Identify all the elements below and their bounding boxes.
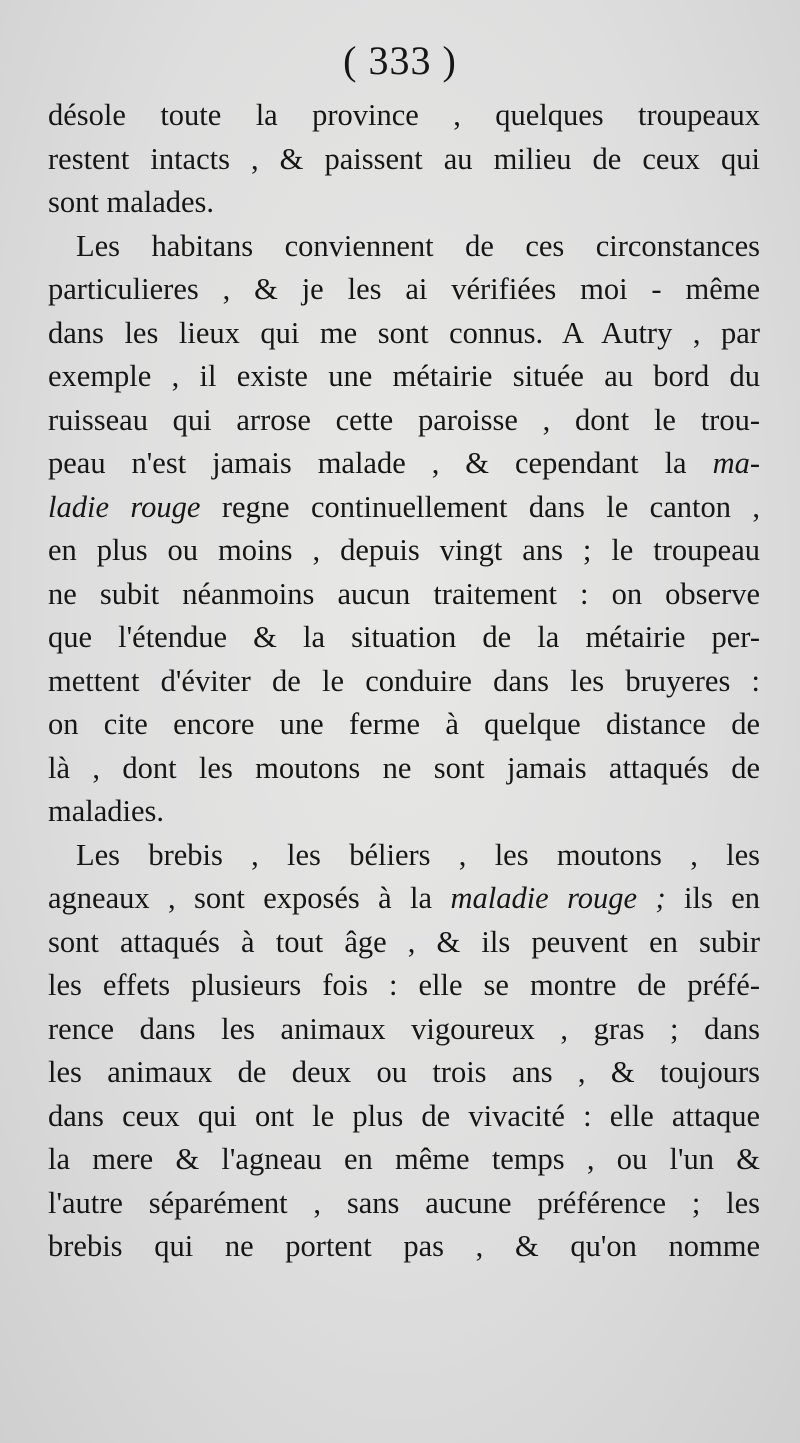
page-body (48, 94, 760, 1269)
text-line: en plus ou moins , depuis vingt ans ; le troupeau (48, 533, 760, 567)
text-line (48, 442, 760, 486)
text-segment: ils en (665, 881, 760, 915)
text-line: l'autre séparément , sans aucune préférence ; les (48, 1185, 760, 1220)
text-line: particulieres , & je les ai vérifiées moi - même (48, 272, 760, 306)
text-line: Les habitans conviennent de ces circonstances (76, 228, 760, 263)
text-line: là , dont les moutons ne sont jamais attaqués de (48, 750, 760, 785)
text-segment: peau n'est jamais malade , & cependant la (48, 446, 713, 480)
italic-term: maladie rouge ; (450, 881, 666, 915)
italic-term: ma- (712, 446, 760, 480)
italic-term: ladie rouge (48, 489, 201, 524)
text-line: les effets plusieurs fois : elle se montre de préfé- (48, 968, 760, 1002)
text-line (48, 486, 760, 530)
text-line: dans les lieux qui me sont connus. A Autry , par (48, 315, 760, 350)
text-segment: agneaux , sont exposés à la (48, 881, 451, 915)
text-line: ruisseau qui arrose cette paroisse , dont le trou- (48, 402, 760, 437)
text-line: la mere & l'agneau en même temps , ou l'un & (48, 1142, 760, 1176)
text-line (48, 877, 760, 921)
text-line: désole toute la province , quelques troupeaux (48, 98, 760, 132)
text-line: brebis qui ne portent pas , & qu'on nomme (48, 1229, 760, 1263)
text-line: mettent d'éviter de le conduire dans les bruyeres : (48, 663, 760, 698)
text-line: Les brebis , les béliers , les moutons , les (76, 837, 760, 872)
text-line: on cite encore une ferme à quelque distance de (48, 707, 760, 741)
text-segment: regne continuellement dans le canton , (200, 489, 760, 524)
text-line: exemple , il existe une métairie située au bord du (48, 359, 760, 393)
text-line: rence dans les animaux vigoureux , gras ; dans (48, 1011, 760, 1046)
text-line: les animaux de deux ou trois ans , & toujours (48, 1055, 760, 1089)
text-line: sont malades. (48, 185, 215, 219)
text-line: que l'étendue & la situation de la métairie per- (48, 620, 760, 654)
text-line: restent intacts , & paissent au milieu de ceux qui (48, 141, 760, 176)
text-line: maladies. (48, 794, 165, 828)
text-line: sont attaqués à tout âge , & ils peuvent en subir (48, 924, 760, 959)
text-line: dans ceux qui ont le plus de vivacité : elle attaque (48, 1098, 760, 1133)
page-number: ( 333 ) (343, 38, 457, 83)
text-line: ne subit néanmoins aucun traitement : on observe (48, 576, 760, 611)
